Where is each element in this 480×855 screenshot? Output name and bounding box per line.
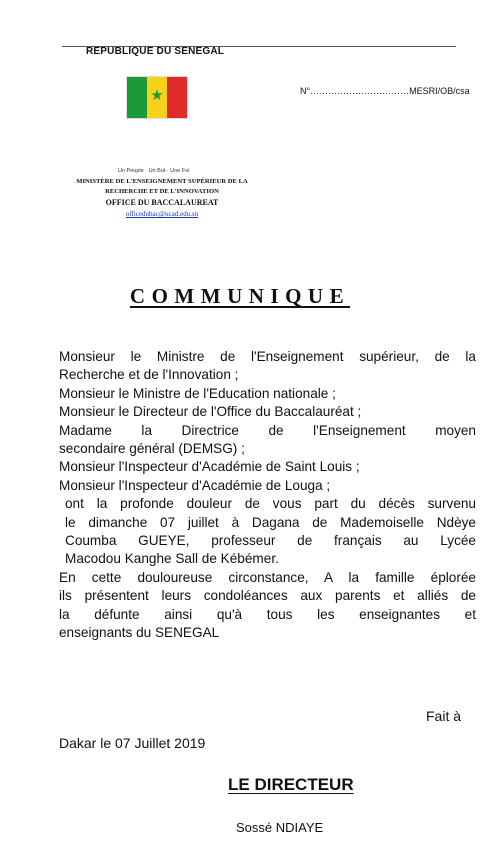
- flag-star-icon: ★: [150, 87, 164, 104]
- body-line: Madame la Directrice de l'Enseignement moyen: [59, 422, 476, 438]
- body-line: En cette douloureuse circonstance, A la famille éplorée: [59, 569, 476, 585]
- office-name: OFFICE DU BACCALAUREAT: [105, 198, 219, 207]
- body-line: secondaire général (DEMSG) ;: [59, 441, 245, 457]
- body-line: ont la profonde douleur de vous part du décès survenu: [65, 496, 476, 512]
- place-and-date: Dakar le 07 Juillet 2019: [59, 735, 206, 751]
- senegal-flag-icon: [126, 76, 188, 119]
- body-line: la défunte ainsi qu'à tous les enseignantes et: [59, 606, 476, 622]
- document-title-text: COMMUNIQUE: [129, 284, 351, 308]
- body-line: Monsieur l'Inspecteur d'Académie de Louga ;: [59, 477, 331, 493]
- flag-band-red: [167, 77, 187, 118]
- ministry-name-line2: RECHERCHE ET DE L'INNOVATION: [105, 188, 219, 195]
- director-title: LE DIRECTEUR: [228, 775, 354, 794]
- body-line: Monsieur l'Inspecteur d'Académie de Saint Louis ;: [59, 459, 360, 475]
- communique-body: [59, 348, 476, 643]
- body-line: Monsieur le Ministre de l'Enseignement supérieur, de la: [59, 349, 476, 364]
- body-line: enseignants du SENEGAL: [59, 625, 220, 641]
- director-name: Sossé NDIAYE: [236, 820, 324, 835]
- flag-band-yellow: [147, 77, 167, 118]
- reference-number: N°……………………………MESRI/OB/csa: [300, 86, 470, 96]
- body-line: Macodou Kanghe Sall de Kébémer.: [65, 551, 279, 567]
- republic-title: REPUBLIQUE DU SENEGAL: [86, 46, 225, 57]
- body-line: ils présentent leurs condoléances aux parents et alliés de: [59, 588, 476, 604]
- flag-band-green: [127, 77, 147, 118]
- ministry-name-line1: MINISTÈRE DE L'ENSEIGNEMENT SUPÉRIEUR DE LA: [76, 178, 248, 185]
- body-line: Monsieur le Ministre de l'Education nationale ;: [59, 385, 336, 401]
- body-line: Coumba GUEYE, professeur de français au Lycée: [65, 533, 476, 549]
- body-line: le dimanche 07 juillet à Dagana de Mademoiselle Ndèye: [65, 514, 476, 530]
- office-email-link[interactable]: officedubac@ucad.edu.sn: [125, 210, 199, 218]
- national-motto: Un Peuple · Un But · Une Foi: [118, 168, 190, 174]
- document-title: [0, 284, 480, 309]
- body-line: Monsieur le Directeur de l'Office du Baccalauréat ;: [59, 404, 362, 420]
- body-line: Recherche et de l'Innovation ;: [59, 367, 239, 383]
- fait-a: Fait à: [426, 708, 462, 724]
